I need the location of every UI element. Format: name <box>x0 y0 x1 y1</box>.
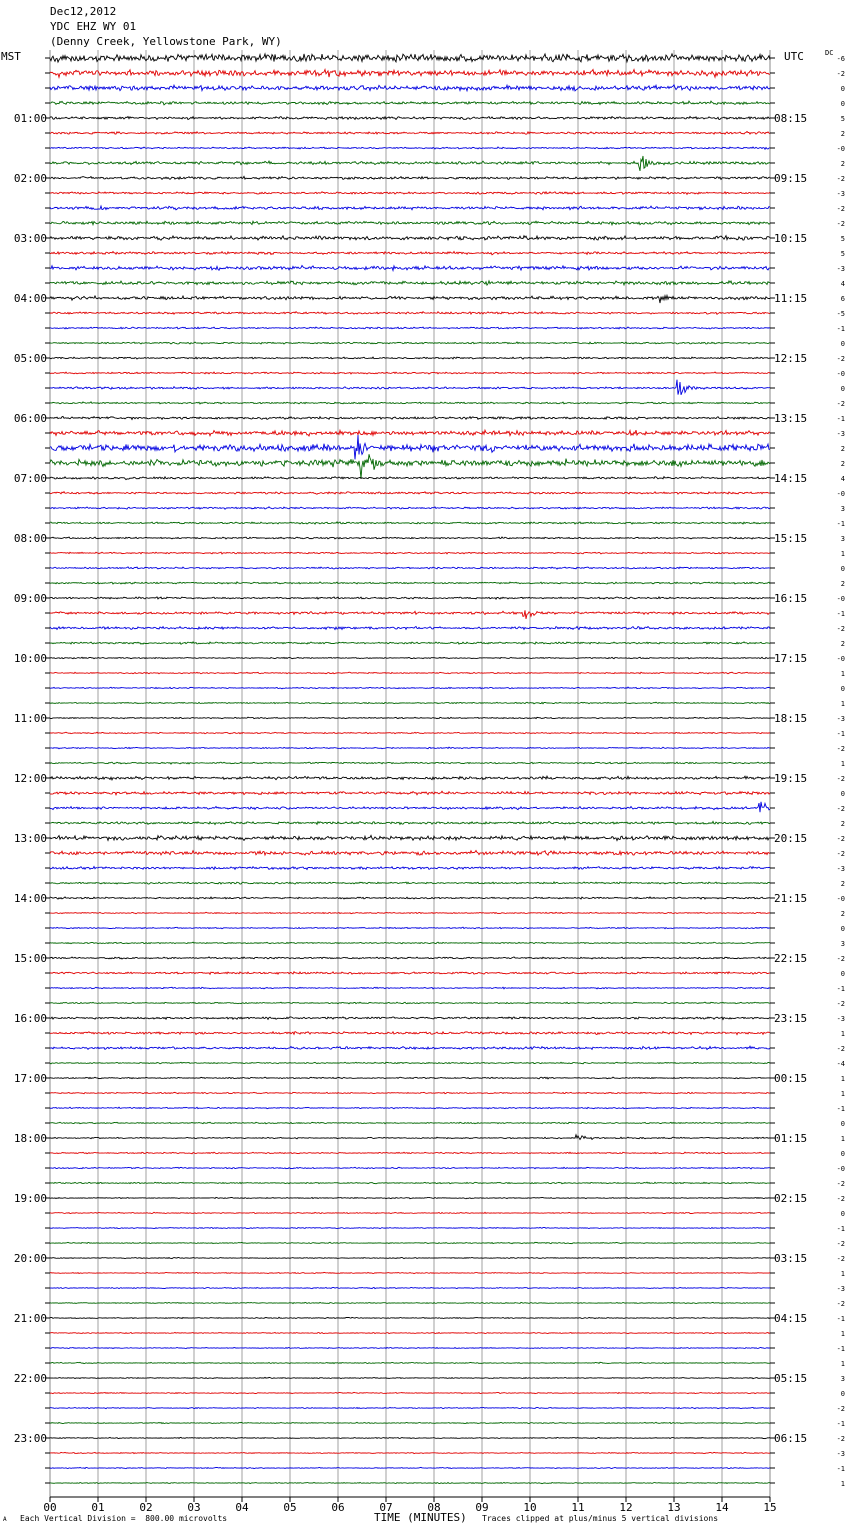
dc-offset-value: 4 <box>840 280 845 288</box>
seismic-trace-line <box>50 1197 770 1198</box>
mst-hour-label: 22:00 <box>13 1372 47 1385</box>
utc-hour-label: 01:15 <box>774 1132 808 1145</box>
dc-offset-value: 4 <box>840 475 845 483</box>
dc-offset-value: 0 <box>840 340 845 348</box>
seismic-trace-line <box>50 372 770 374</box>
seismic-trace-line <box>50 1482 770 1483</box>
dc-offset-value: -2 <box>836 1300 845 1308</box>
utc-hour-label: 17:15 <box>774 652 808 665</box>
seismic-trace-line <box>50 1107 770 1109</box>
mst-hour-label: 08:00 <box>13 532 47 545</box>
utc-hour-label: 08:15 <box>774 112 808 125</box>
dc-offset-value: 1 <box>840 760 845 768</box>
seismic-trace-line <box>50 1032 770 1035</box>
seismic-trace-line <box>50 867 770 870</box>
utc-hour-label: 12:15 <box>774 352 808 365</box>
dc-offset-value: -2 <box>836 625 845 633</box>
seismic-trace-line <box>50 642 770 644</box>
mst-hour-label: 21:00 <box>13 1312 47 1325</box>
seismic-trace-line <box>50 1152 770 1154</box>
seismic-trace-line <box>50 582 770 584</box>
dc-offset-value: 2 <box>840 160 845 168</box>
dc-offset-value: -1 <box>836 1225 845 1233</box>
dc-offset-value: -3 <box>836 865 845 873</box>
dc-offset-value: -2 <box>836 745 845 753</box>
utc-hour-label: 13:15 <box>774 412 808 425</box>
dc-offset-value: -0 <box>836 490 845 498</box>
mst-hour-label: 06:00 <box>13 412 47 425</box>
dc-offset-value: -3 <box>836 190 845 198</box>
seismic-trace-line <box>50 1347 770 1348</box>
seismic-trace-line <box>50 762 770 764</box>
dc-offset-value: 2 <box>840 130 845 138</box>
dc-offset-value: 1 <box>840 1135 845 1143</box>
dc-offset-value: 1 <box>840 1030 845 1038</box>
utc-hour-label: 23:15 <box>774 1012 808 1025</box>
utc-axis-title: UTC <box>784 50 804 63</box>
seismic-trace-line <box>50 791 770 795</box>
seismic-trace-line <box>50 176 770 179</box>
seismic-trace-line <box>50 702 770 704</box>
dc-offset-value: -1 <box>836 1420 845 1428</box>
seismic-trace-line <box>50 1182 770 1184</box>
utc-hour-label: 09:15 <box>774 172 808 185</box>
seismic-trace-line <box>50 537 770 539</box>
dc-offset-value: -0 <box>836 595 845 603</box>
station-header <box>50 4 282 49</box>
mst-hour-label: 05:00 <box>13 352 47 365</box>
dc-offset-value: -2 <box>836 835 845 843</box>
utc-hour-label: 11:15 <box>774 292 808 305</box>
seismic-trace-line <box>50 101 770 105</box>
seismic-trace-line <box>50 1002 770 1004</box>
mst-hour-label: 10:00 <box>13 652 47 665</box>
dc-offset-value: -0 <box>836 370 845 378</box>
dc-offset-value: -3 <box>836 715 845 723</box>
seismic-trace-line <box>50 236 770 240</box>
seismic-trace-line <box>50 1407 770 1408</box>
dc-offset-value: 0 <box>840 925 845 933</box>
dc-offset-value: 3 <box>840 940 845 948</box>
seismic-trace-line <box>50 1092 770 1093</box>
dc-offset-value: -3 <box>836 430 845 438</box>
utc-hour-label: 02:15 <box>774 1192 808 1205</box>
dc-offset-value: -1 <box>836 985 845 993</box>
seismic-trace-line <box>50 1467 770 1468</box>
dc-offset-title: DC <box>825 49 834 57</box>
dc-offset-value: -0 <box>836 655 845 663</box>
seismic-trace-line <box>50 732 770 734</box>
seismic-trace-line <box>50 1062 770 1064</box>
mst-hour-label: 03:00 <box>13 232 47 245</box>
mst-hour-label: 14:00 <box>13 892 47 905</box>
seismic-trace-line <box>50 1272 770 1273</box>
utc-hour-label: 19:15 <box>774 772 808 785</box>
seismic-trace-line <box>50 942 770 944</box>
seismic-trace-line <box>50 747 770 749</box>
seismic-trace-line <box>50 70 770 78</box>
dc-offset-value: -3 <box>836 1285 845 1293</box>
mst-hour-label: 17:00 <box>13 1072 47 1085</box>
mst-hour-label: 18:00 <box>13 1132 47 1145</box>
seismic-trace-line <box>50 430 770 436</box>
utc-hour-label: 22:15 <box>774 952 808 965</box>
x-tick-label: 08 <box>427 1501 441 1514</box>
dc-offset-value: 1 <box>840 670 845 678</box>
seismic-trace-line <box>50 1332 770 1333</box>
dc-offset-value: -3 <box>836 1450 845 1458</box>
seismic-trace-line <box>50 882 770 884</box>
seismic-trace-line <box>50 1362 770 1363</box>
dc-offset-value: -6 <box>836 55 845 63</box>
dc-offset-value: -2 <box>836 1195 845 1203</box>
dc-offset-value: 2 <box>840 580 845 588</box>
x-tick-label: 00 <box>43 1501 57 1514</box>
dc-offset-value: 1 <box>840 1330 845 1338</box>
mst-hour-label: 20:00 <box>13 1252 47 1265</box>
seismic-trace-line <box>50 507 770 509</box>
seismic-trace-line <box>50 357 770 359</box>
dc-offset-value: 2 <box>840 820 845 828</box>
mst-hour-label: 12:00 <box>13 772 47 785</box>
dc-offset-value: -1 <box>836 1105 845 1113</box>
dc-offset-value: -0 <box>836 145 845 153</box>
dc-offset-value: -2 <box>836 70 845 78</box>
dc-offset-value: 0 <box>840 85 845 93</box>
seismic-trace-line <box>50 657 770 659</box>
x-tick-label: 15 <box>763 1501 777 1514</box>
dc-offset-value: -2 <box>836 205 845 213</box>
mst-hour-label: 04:00 <box>13 292 47 305</box>
x-tick-label: 14 <box>715 1501 729 1514</box>
seismic-trace-line <box>50 54 770 62</box>
seismic-trace-line <box>50 1258 770 1259</box>
seismic-trace-line <box>50 435 770 459</box>
dc-offset-value: -3 <box>836 265 845 273</box>
seismic-trace-line <box>50 312 770 315</box>
seismic-trace-line <box>50 281 770 285</box>
mst-hour-label: 01:00 <box>13 112 47 125</box>
mst-hour-label: 09:00 <box>13 592 47 605</box>
dc-offset-value: -2 <box>836 805 845 813</box>
utc-hour-label: 04:15 <box>774 1312 808 1325</box>
seismic-trace-line <box>50 454 770 478</box>
seismic-trace-line <box>50 912 770 913</box>
mst-hour-label: 19:00 <box>13 1192 47 1205</box>
seismic-trace-line <box>50 717 770 719</box>
utc-hour-label: 15:15 <box>774 532 808 545</box>
utc-hour-label: 21:15 <box>774 892 808 905</box>
dc-offset-value: -1 <box>836 730 845 738</box>
clip-note: Traces clipped at plus/minus 5 vertical divisions <box>482 1514 719 1523</box>
dc-offset-value: 0 <box>840 565 845 573</box>
dc-offset-value: 1 <box>840 1480 845 1488</box>
seismic-trace-line <box>50 1135 770 1140</box>
seismic-trace-line <box>50 672 770 674</box>
seismic-trace-line <box>50 835 770 840</box>
seismic-trace-line <box>50 1167 770 1169</box>
x-tick-label: 01 <box>91 1501 105 1514</box>
axis-labels <box>14 55 845 1514</box>
x-tick-label: 10 <box>523 1501 537 1514</box>
seismic-trace-line <box>50 597 770 599</box>
dc-offset-value: 0 <box>840 970 845 978</box>
seismic-trace-line <box>50 1077 770 1079</box>
seismic-trace-line <box>50 552 770 554</box>
dc-offset-value: 0 <box>840 1150 845 1158</box>
dc-offset-value: -2 <box>836 1255 845 1263</box>
seismic-trace-line <box>50 1302 770 1303</box>
utc-hour-label: 10:15 <box>774 232 808 245</box>
seismic-trace-line <box>50 927 770 929</box>
dc-offset-value: -2 <box>836 355 845 363</box>
dc-offset-value: 5 <box>840 250 845 258</box>
dc-offset-value: -1 <box>836 1465 845 1473</box>
seismic-trace-line <box>50 296 770 304</box>
dc-offset-value: 0 <box>840 100 845 108</box>
x-tick-label: 06 <box>331 1501 345 1514</box>
mst-hour-label: 23:00 <box>13 1432 47 1445</box>
dc-offset-value: 2 <box>840 640 845 648</box>
dc-offset-value: -2 <box>836 775 845 783</box>
dc-offset-value: -2 <box>836 400 845 408</box>
dc-offset-value: 3 <box>840 535 845 543</box>
dc-offset-value: -2 <box>836 1435 845 1443</box>
seismic-trace-line <box>50 567 770 569</box>
mst-hour-label: 15:00 <box>13 952 47 965</box>
utc-hour-label: 06:15 <box>774 1432 808 1445</box>
seismic-trace-line <box>50 416 770 419</box>
seismic-trace-line <box>50 610 770 619</box>
dc-offset-value: 0 <box>840 1390 845 1398</box>
dc-offset-value: -2 <box>836 1405 845 1413</box>
utc-hour-label: 18:15 <box>774 712 808 725</box>
mst-hour-label: 16:00 <box>13 1012 47 1025</box>
seismic-trace-line <box>50 627 770 630</box>
seismic-trace-line <box>50 1212 770 1213</box>
vertical-scale-note: Each Vertical Division = 800.00 microvolts <box>20 1514 228 1523</box>
footer-mark: A <box>3 1516 7 1523</box>
x-tick-label: 05 <box>283 1501 297 1514</box>
seismic-trace-line <box>50 85 770 91</box>
plot-date: Dec12,2012 <box>50 5 117 18</box>
seismic-trace-line <box>50 192 770 195</box>
seismic-trace-line <box>50 206 770 210</box>
seismic-trace-line <box>50 802 770 812</box>
dc-offset-value: -1 <box>836 1315 845 1323</box>
utc-hour-label: 20:15 <box>774 832 808 845</box>
seismic-trace-line <box>50 132 770 135</box>
dc-offset-value: -2 <box>836 1000 845 1008</box>
dc-offset-value: 5 <box>840 115 845 123</box>
seismic-trace-line <box>50 987 770 989</box>
utc-hour-label: 16:15 <box>774 592 808 605</box>
mst-axis-title: MST <box>1 50 21 63</box>
dc-offset-value: -2 <box>836 175 845 183</box>
utc-hour-label: 03:15 <box>774 1252 808 1265</box>
dc-offset-value: 3 <box>840 1375 845 1383</box>
dc-offset-value: 3 <box>840 505 845 513</box>
seismic-trace-line <box>50 117 770 120</box>
x-tick-label: 11 <box>571 1501 585 1514</box>
dc-offset-value: 2 <box>840 460 845 468</box>
seismic-trace-line <box>50 1242 770 1243</box>
station-code: YDC EHZ WY 01 <box>50 20 137 33</box>
seismic-trace-line <box>50 380 770 395</box>
dc-offset-value: -0 <box>836 1165 845 1173</box>
seismic-trace-line <box>50 327 770 329</box>
dc-offset-value: 1 <box>840 550 845 558</box>
seismic-trace-line <box>50 1422 770 1423</box>
dc-offset-value: -5 <box>836 310 845 318</box>
seismic-trace-line <box>50 252 770 255</box>
dc-offset-value: 6 <box>840 295 845 303</box>
dc-offset-value: -3 <box>836 1015 845 1023</box>
seismic-trace-line <box>50 342 770 344</box>
utc-hour-label: 05:15 <box>774 1372 808 1385</box>
dc-offset-value: 0 <box>840 685 845 693</box>
x-tick-label: 09 <box>475 1501 489 1514</box>
seismic-trace-line <box>50 1377 770 1378</box>
mst-hour-label: 07:00 <box>13 472 47 485</box>
dc-offset-value: 1 <box>840 1075 845 1083</box>
utc-hour-label: 00:15 <box>774 1072 808 1085</box>
dc-offset-value: -1 <box>836 520 845 528</box>
seismic-trace-line <box>50 221 770 225</box>
dc-offset-value: 0 <box>840 790 845 798</box>
dc-offset-value: 0 <box>840 1210 845 1218</box>
station-location: (Denny Creek, Yellowstone Park, WY) <box>50 35 282 48</box>
x-tick-label: 13 <box>667 1501 681 1514</box>
seismic-trace-line <box>50 402 770 404</box>
dc-offset-value: -2 <box>836 850 845 858</box>
seismic-trace-line <box>50 821 770 824</box>
dc-offset-value: -1 <box>836 1345 845 1353</box>
seismic-trace-line <box>50 147 770 149</box>
seismic-trace-line <box>50 492 770 495</box>
seismic-trace-line <box>50 1287 770 1288</box>
mst-hour-label: 02:00 <box>13 172 47 185</box>
dc-offset-value: -1 <box>836 610 845 618</box>
seismic-trace-line <box>50 1046 770 1049</box>
dc-offset-value: 2 <box>840 445 845 453</box>
x-tick-label: 07 <box>379 1501 393 1514</box>
seismic-trace-line <box>50 776 770 780</box>
dc-offset-value: 0 <box>840 1120 845 1128</box>
seismic-trace-line <box>50 957 770 959</box>
seismic-trace-line <box>50 1227 770 1228</box>
seismic-trace-line <box>50 972 770 975</box>
seismic-trace-line <box>50 156 770 171</box>
dc-offset-value: -1 <box>836 325 845 333</box>
dc-offset-value: -2 <box>836 955 845 963</box>
seismic-trace-line <box>50 522 770 524</box>
dc-offset-value: 0 <box>840 385 845 393</box>
x-tick-label: 03 <box>187 1501 201 1514</box>
dc-offset-value: 2 <box>840 880 845 888</box>
mst-hour-label: 11:00 <box>13 712 47 725</box>
seismic-trace-line <box>50 266 770 271</box>
seismic-trace-line <box>50 687 770 689</box>
seismic-trace-line <box>50 1317 770 1318</box>
x-tick-label: 04 <box>235 1501 249 1514</box>
seismic-trace-line <box>50 477 770 480</box>
dc-offset-value: 1 <box>840 1090 845 1098</box>
seismic-trace-line <box>50 1392 770 1393</box>
x-tick-label: 12 <box>619 1501 633 1514</box>
dc-offset-value: 1 <box>840 700 845 708</box>
seismic-trace-line <box>50 851 770 856</box>
seismic-trace-line <box>50 1452 770 1453</box>
dc-offset-value: 1 <box>840 1360 845 1368</box>
dc-offset-value: 1 <box>840 1270 845 1278</box>
seismic-trace-line <box>50 1122 770 1124</box>
mst-hour-label: 13:00 <box>13 832 47 845</box>
dc-offset-value: -4 <box>836 1060 845 1068</box>
dc-offset-value: -2 <box>836 1240 845 1248</box>
seismic-trace-line <box>50 897 770 899</box>
dc-offset-value: 2 <box>840 910 845 918</box>
dc-offset-value: 5 <box>840 235 845 243</box>
x-tick-label: 02 <box>139 1501 153 1514</box>
seismic-traces <box>50 54 770 1484</box>
x-axis-title: TIME (MINUTES) <box>374 1511 467 1524</box>
dc-offset-value: -1 <box>836 415 845 423</box>
utc-hour-label: 14:15 <box>774 472 808 485</box>
dc-offset-value: -2 <box>836 1045 845 1053</box>
dc-offset-value: -2 <box>836 220 845 228</box>
dc-offset-value: -2 <box>836 1180 845 1188</box>
seismic-trace-line <box>50 1017 770 1020</box>
seismic-trace-line <box>50 1437 770 1438</box>
dc-offset-value: -0 <box>836 895 845 903</box>
